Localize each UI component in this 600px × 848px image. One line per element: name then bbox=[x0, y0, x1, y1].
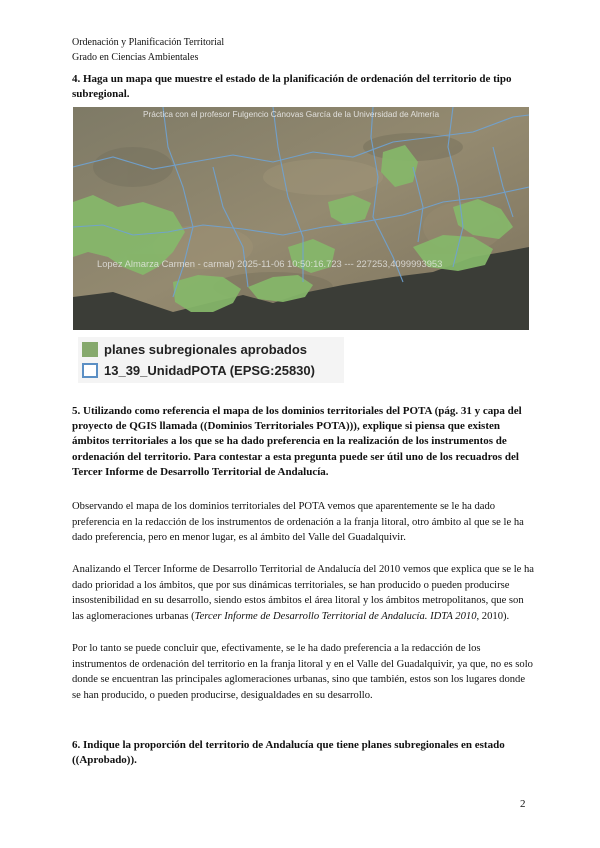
legend-item-pota-unit bbox=[82, 361, 315, 380]
legend-label-pota-unit: 13_39_UnidadPOTA (EPSG:25830) bbox=[104, 363, 315, 378]
question-5-title: 5. Utilizando como referencia el mapa de los dominios territoriales del POTA (pág. 31 y capa del proyecto de QGIS llamada ((Dominios Territoriales POTA))), explique si piensa que existen ámbitos territoriales a los que se ha dado preferencia en la realización de los instrumentos de ordenación del territorio. Para contestar a esta pregunta puede ser útil uno de los recuadros del Tercer Informe de Desarrollo Territorial de Andalucía. bbox=[72, 405, 522, 478]
question-4-title: 4. Haga un mapa que muestre el estado de la planificación de ordenación del territorio de tipo subregional. bbox=[72, 73, 512, 100]
header-line-2: Grado en Ciencias Ambientales bbox=[72, 52, 199, 63]
map-watermark-mid: Lopez Almarza Carmen - carmal) 2025-11-06 10:50:16.723 --- 227253,4099993953 bbox=[97, 258, 443, 269]
answer-5-paragraph-2 bbox=[72, 562, 534, 624]
header-line-1: Ordenación y Planificación Territorial bbox=[72, 37, 225, 48]
subregional-plans-map bbox=[73, 107, 529, 330]
map-watermark-top: Práctica con el profesor Fulgencio Cánovas García de la Universidad de Almería bbox=[143, 109, 440, 119]
legend-swatch-approved bbox=[82, 342, 98, 357]
question-6-title: 6. Indique la proporción del territorio de Andalucía que tiene planes subregionales en estado ((Aprobado)). bbox=[72, 739, 505, 766]
map-legend bbox=[78, 337, 344, 383]
legend-item-approved bbox=[82, 340, 307, 359]
answer-5-paragraph-2-end: , 2010). bbox=[476, 610, 510, 622]
answer-5-paragraph-1: Observando el mapa de los dominios territoriales del POTA vemos que aparentemente se le ha dado preferencia en la redacción de los instrumentos de ordenación a la franja litoral, otro ámbito al que se le ha dado preferencia, pero en menor lugar, es al ámbito del Valle del Guadalquivir. bbox=[72, 501, 524, 544]
page-number: 2 bbox=[520, 798, 526, 810]
answer-5-paragraph-2-text: Analizando el Tercer Informe de Desarrollo Territorial de Andalucía del 2010 vemos que explica que se le ha dado prioridad a los ámbitos, que por sus dinámicas territoriales, se han producido o pueden producirse insostenibilidad en su desarrollo, siendo estos ámbitos el área litoral y los ámbitos metropolitanos, que son las aglomeraciones urbanas ( bbox=[72, 564, 535, 622]
idta-citation: Tercer Informe de Desarrollo Territorial de Andalucía. IDTA 2010 bbox=[194, 610, 477, 622]
legend-label-approved: planes subregionales aprobados bbox=[104, 342, 307, 357]
answer-5-paragraph-3: Por lo tanto se puede concluir que, efectivamente, se le ha dado preferencia a la redacción de los instrumentos de ordenación del territorio en la franja litoral y en el Valle del Guadalquivir, ya que, no es solo donde se encuentran las principales aglomeraciones urbanas, sino que también, estos son los lugares donde se han producido, o pueden producirse, desigualdades en su desarrollo. bbox=[72, 643, 533, 701]
legend-swatch-pota-unit bbox=[82, 363, 98, 378]
